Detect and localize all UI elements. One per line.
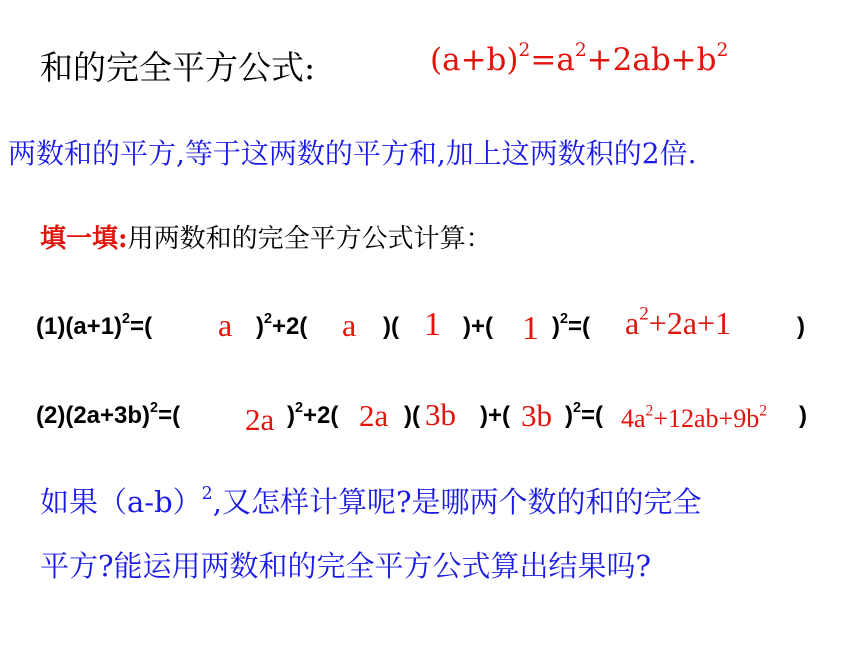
q1-answer-5 xyxy=(625,305,731,342)
q1-close-paren: ) xyxy=(552,313,560,340)
question-text: ,又怎样计算呢?是哪两个数的和的完全 xyxy=(212,485,702,519)
q2-text-1 xyxy=(287,402,338,430)
question-line-2: 平方?能运用两数和的完全平方公式算出结果吗? xyxy=(40,549,652,583)
q1-text-4 xyxy=(552,313,590,341)
q1-answer-2: a xyxy=(342,307,357,343)
q2-text-3: )+( xyxy=(480,402,510,429)
q1-answer-3: 1 xyxy=(424,306,441,343)
q2-result-rest: +12ab+9b xyxy=(653,404,760,433)
formula-middle: +2ab+b xyxy=(586,42,717,78)
q2-expression: (2)(2a+3b) xyxy=(36,402,151,429)
q1-closing-paren: ) xyxy=(797,313,805,340)
q2-result-term: 4a xyxy=(621,404,646,433)
q1-answer-1: a xyxy=(218,307,233,343)
q1-text-2: )( xyxy=(383,313,399,340)
q2-close-paren: ) xyxy=(565,402,573,429)
q1-expression: (1)(a+1) xyxy=(36,313,123,340)
formula-exponent: 2 xyxy=(518,40,531,62)
formula-exponent: 2 xyxy=(574,40,587,62)
q2-text-4 xyxy=(565,402,603,430)
q2-answer-3: 3b xyxy=(425,397,456,432)
q2-answer-2: 2a xyxy=(359,398,389,433)
q2-exponent: 2 xyxy=(573,400,582,417)
exercise-instruction: 用两数和的完全平方公式计算： xyxy=(127,224,492,254)
q2-answer-4: 3b xyxy=(521,398,552,433)
q1-result-rest: +2a+1 xyxy=(648,305,732,341)
q1-result-exponent: 2 xyxy=(639,303,649,325)
question-line-1 xyxy=(40,480,702,521)
formula-exponent: 2 xyxy=(716,40,729,62)
q2-closing-paren: ) xyxy=(799,402,807,429)
q2-exponent: 2 xyxy=(295,400,304,417)
formula-title: 和的完全平方公式: xyxy=(40,48,316,87)
q1-text-1: )$^2$+2( xyxy=(256,311,308,340)
q2-answer-1: 2a xyxy=(245,402,275,437)
q2-open-paren: =( xyxy=(158,402,181,429)
question-exponent: 2 xyxy=(201,483,213,504)
q1-plus-two: +2( xyxy=(272,313,308,340)
q1-result-term: a xyxy=(625,305,640,341)
q1-exponent: 2 xyxy=(264,311,273,328)
q1-text-3: )+( xyxy=(463,313,493,340)
q2-exponent: 2 xyxy=(150,400,159,417)
formula-equals: =a xyxy=(530,42,575,78)
q1-exponent: 2 xyxy=(560,311,569,328)
q2-result-exponent: 2 xyxy=(759,402,768,420)
exercise-lead: 填一填: xyxy=(40,224,128,254)
q1-exponent: 2 xyxy=(122,311,131,328)
q1-open-paren: =( xyxy=(130,313,153,340)
q2-plus-two: +2( xyxy=(303,402,339,429)
q2-result-exponent: 2 xyxy=(645,402,654,420)
q1-answer-4: 1 xyxy=(522,310,539,347)
q2-equals: =( xyxy=(581,402,604,429)
q1-prefix xyxy=(36,313,152,341)
q2-close-paren: ) xyxy=(287,402,295,429)
exercise-heading xyxy=(40,218,492,255)
question-expression: 如果（a-b） xyxy=(40,485,202,519)
perfect-square-formula xyxy=(430,42,728,78)
formula-statement: 两数和的平方,等于这两数的平方和,加上这两数积的2倍. xyxy=(8,137,697,170)
q1-equals: =( xyxy=(568,313,591,340)
q2-prefix xyxy=(36,402,180,430)
formula-base: (a+b) xyxy=(430,42,519,78)
q2-text-2: )( xyxy=(404,402,420,429)
q2-answer-5 xyxy=(621,404,767,434)
